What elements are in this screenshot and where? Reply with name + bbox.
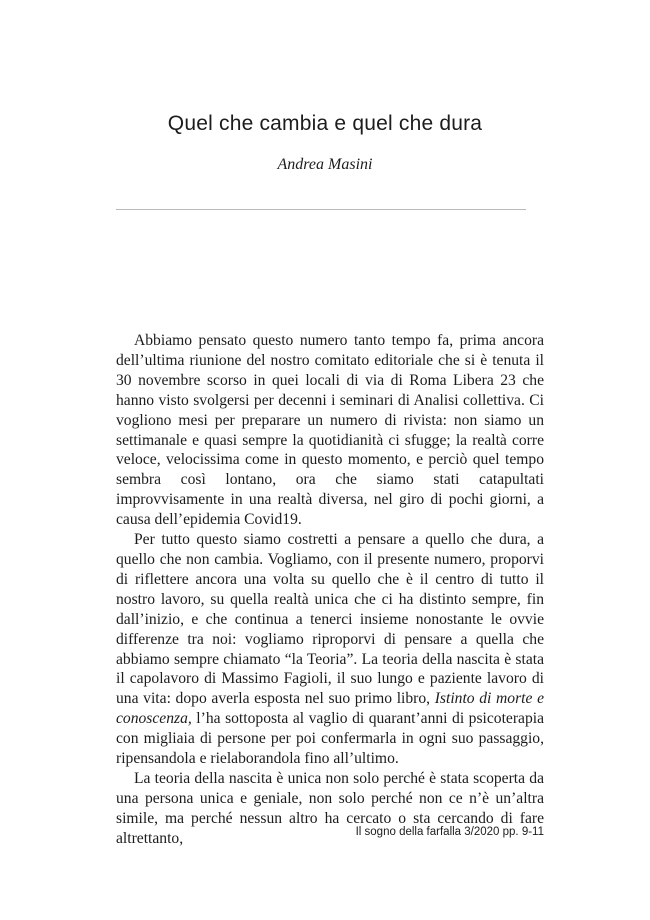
title-divider xyxy=(116,209,526,210)
article-body xyxy=(116,331,544,849)
article-title: Quel che cambia e quel che dura xyxy=(167,112,483,135)
body-paragraph: Abbiamo pensato questo numero tanto tempo fa, prima ancora dell’ultima riunione del nostro comitato editoriale che si è tenuta il 30 novembre scorso in quei locali di via di Roma Libera 23 che hanno visto svolgersi per decenni i seminari di Analisi collettiva. Ci vogliono mesi per preparare un numero di rivista: non siamo un settimanale e quasi sempre la quotidianità ci sfugge; la realtà corre veloce, velocissima come in questo momento, e perciò quel tempo sembra così lontano, ora che siamo stati catapultati improvvisamente in una realtà diversa, nel giro di pochi giorni, a causa dell’epidemia Covid19. xyxy=(116,332,544,529)
paragraph-text: l’ha sottoposta al vaglio di quarant’anni di psicoterapia con migliaia di persone per poi confermarla in ogni suo passaggio, ripensandola e rielaborandola fino all’ultimo. xyxy=(116,710,544,768)
page-footer-citation: Il sogno della farfalla 3/2020 pp. 9-11 xyxy=(355,826,544,838)
body-paragraph: La teoria della nascita è unica non solo perché è stata scoperta da una persona unica e geniale, non solo perché non ce n’è un’altra simile, ma perché nessun altro ha cercato o sta cercando di fare altrettanto, xyxy=(116,769,544,847)
body-paragraph xyxy=(116,530,544,769)
book-title: Istinto di morte e conoscenza, xyxy=(116,690,544,728)
paragraph-text: Per tutto questo siamo costretti a pensare a quello che dura, a quello che non cambia. Vogliamo, con il presente numero, proporvi di riflettere ancora una volta su quello che è il centro di tutto il nostro lavoro, su quella realtà unica che ci ha distinto sempre, fin dall’inizio, e che continua a tenerci insieme nonostante le ovvie differenze tra noi: vogliamo riproporvi di pensare a quella che abbiamo sempre chiamato “la Teoria”. La teoria della nascita è stata il capolavoro di Massimo Fagioli, il suo lungo e paziente lavoro di una vita: dopo averla esposta nel suo primo libro, xyxy=(116,531,544,708)
article-author: Andrea Masini xyxy=(277,156,373,173)
